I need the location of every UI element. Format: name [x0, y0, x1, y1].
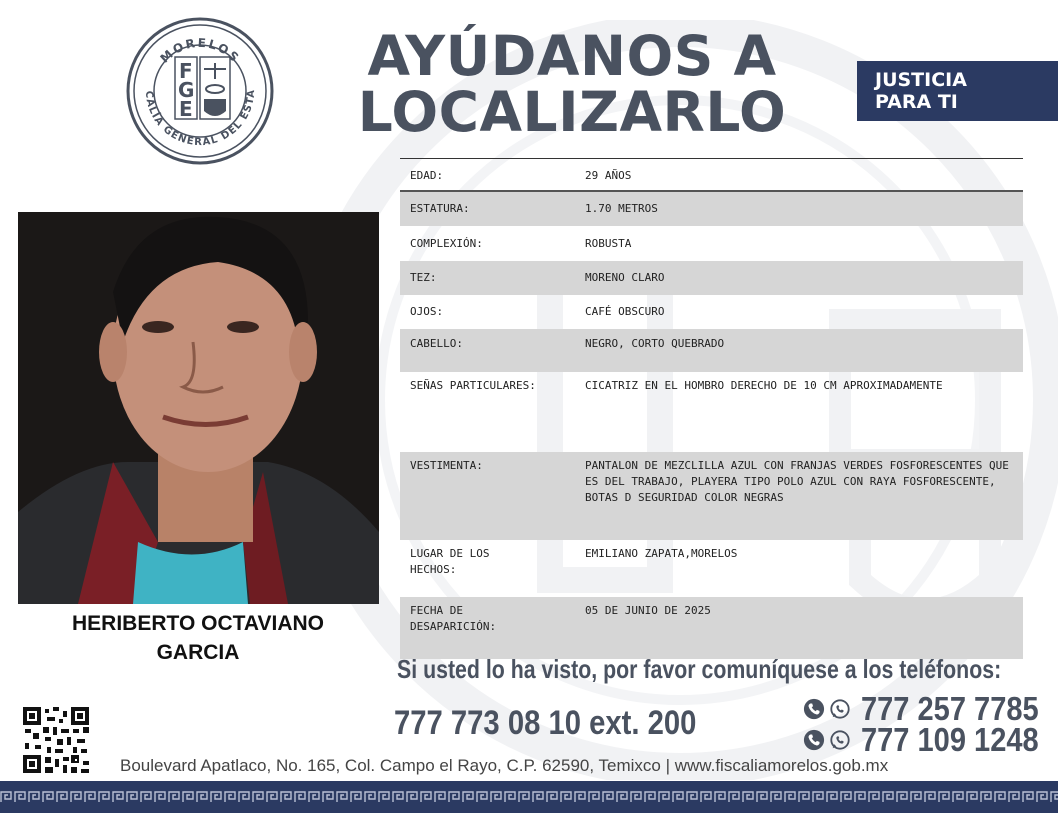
justicia-para-ti-badge	[857, 61, 1058, 121]
seal-letter-g: G	[178, 78, 195, 102]
person-name-line-2: GARCIA	[156, 641, 240, 664]
detail-value: 05 DE JUNIO DE 2025	[585, 604, 711, 617]
qr-code-icon[interactable]	[23, 707, 89, 773]
detail-label: ESTATURA:	[410, 202, 470, 215]
contact-prompt: Si usted lo ha visto, por favor comuníquese a los teléfonos:	[397, 654, 1002, 684]
phone-icon	[803, 698, 825, 720]
detail-label: VESTIMENTA:	[410, 459, 483, 472]
detail-label: EDAD:	[410, 169, 444, 182]
detail-value: EMILIANO ZAPATA,MORELOS	[585, 547, 738, 560]
title-line-2: LOCALIZARLO	[357, 80, 787, 144]
detail-row-tez	[400, 261, 1023, 295]
detail-label: SEÑAS PARTICULARES:	[410, 379, 536, 392]
greca-pattern	[0, 790, 1058, 804]
phone-line-2	[803, 721, 1058, 759]
seal-top-text: MORELOS	[157, 35, 243, 66]
phone-icon	[803, 729, 825, 751]
detail-value: 1.70 METROS	[585, 202, 658, 215]
detail-row-senas-particulares	[400, 372, 1023, 452]
detail-row-ojos	[400, 295, 1023, 329]
seal-letter-e: E	[179, 97, 193, 121]
detail-label: COMPLEXIÓN:	[410, 237, 483, 250]
detail-value: NEGRO, CORTO QUEBRADO	[585, 337, 725, 350]
address-and-website: Boulevard Apatlaco, No. 165, Col. Campo el Rayo, C.P. 62590, Temixco | www.fiscaliamorelos.gob.mx	[120, 756, 889, 775]
detail-label: LUGAR DE LOS HECHOS:	[410, 547, 490, 576]
detail-row-complexion	[400, 226, 1023, 261]
badge-line-2: PARA TI	[875, 91, 958, 113]
phone-number-1: 777 257 7785	[861, 690, 1039, 727]
detail-label: CABELLO:	[410, 337, 463, 350]
detail-value: CAFÉ OBSCURO	[585, 305, 665, 318]
whatsapp-icon	[829, 729, 851, 751]
detail-row-vestimenta	[400, 452, 1023, 540]
detail-row-edad	[400, 159, 1023, 192]
missing-person-photo	[18, 212, 379, 604]
detail-row-estatura	[400, 192, 1023, 226]
detail-row-fecha-de-desaparicion	[400, 597, 1023, 659]
detail-value: ROBUSTA	[585, 237, 632, 250]
main-phone-number: 777 773 08 10 ext. 200	[394, 704, 697, 742]
title-line-1: AYÚDANOS A	[367, 24, 777, 88]
seal-letter-f: F	[179, 59, 193, 83]
person-name	[20, 609, 376, 667]
details-table	[400, 158, 1023, 659]
detail-row-lugar-de-los-hechos	[400, 540, 1023, 597]
poster-title	[357, 24, 787, 144]
detail-label: OJOS:	[410, 305, 444, 318]
detail-value: PANTALON DE MEZCLILLA AZUL CON FRANJAS VERDES FOSFORESCENTES QUE ES DEL TRABAJO, PLAYERA TIPO POLO AZUL CON RAYA FOSFORESCENTE, BOTAS D SEGURIDAD COLOR NEGRAS	[585, 459, 1009, 504]
detail-value: 29 AÑOS	[585, 169, 632, 182]
phone-number-2: 777 109 1248	[861, 721, 1039, 758]
seal-ring-text: CALÍA GENERAL DEL ESTA	[142, 88, 258, 149]
fge-seal-logo	[126, 17, 274, 165]
detail-value: CICATRIZ EN EL HOMBRO DERECHO DE 10 CM APROXIMADAMENTE	[585, 379, 943, 392]
detail-row-cabello	[400, 329, 1023, 372]
whatsapp-icon	[829, 698, 851, 720]
badge-line-1: JUSTICIA	[875, 69, 967, 91]
detail-label: TEZ:	[410, 271, 437, 284]
detail-label: FECHA DE DESAPARICIÓN:	[410, 604, 497, 633]
detail-value: MORENO CLARO	[585, 271, 665, 284]
person-name-line-1: HERIBERTO OCTAVIANO	[71, 612, 324, 635]
